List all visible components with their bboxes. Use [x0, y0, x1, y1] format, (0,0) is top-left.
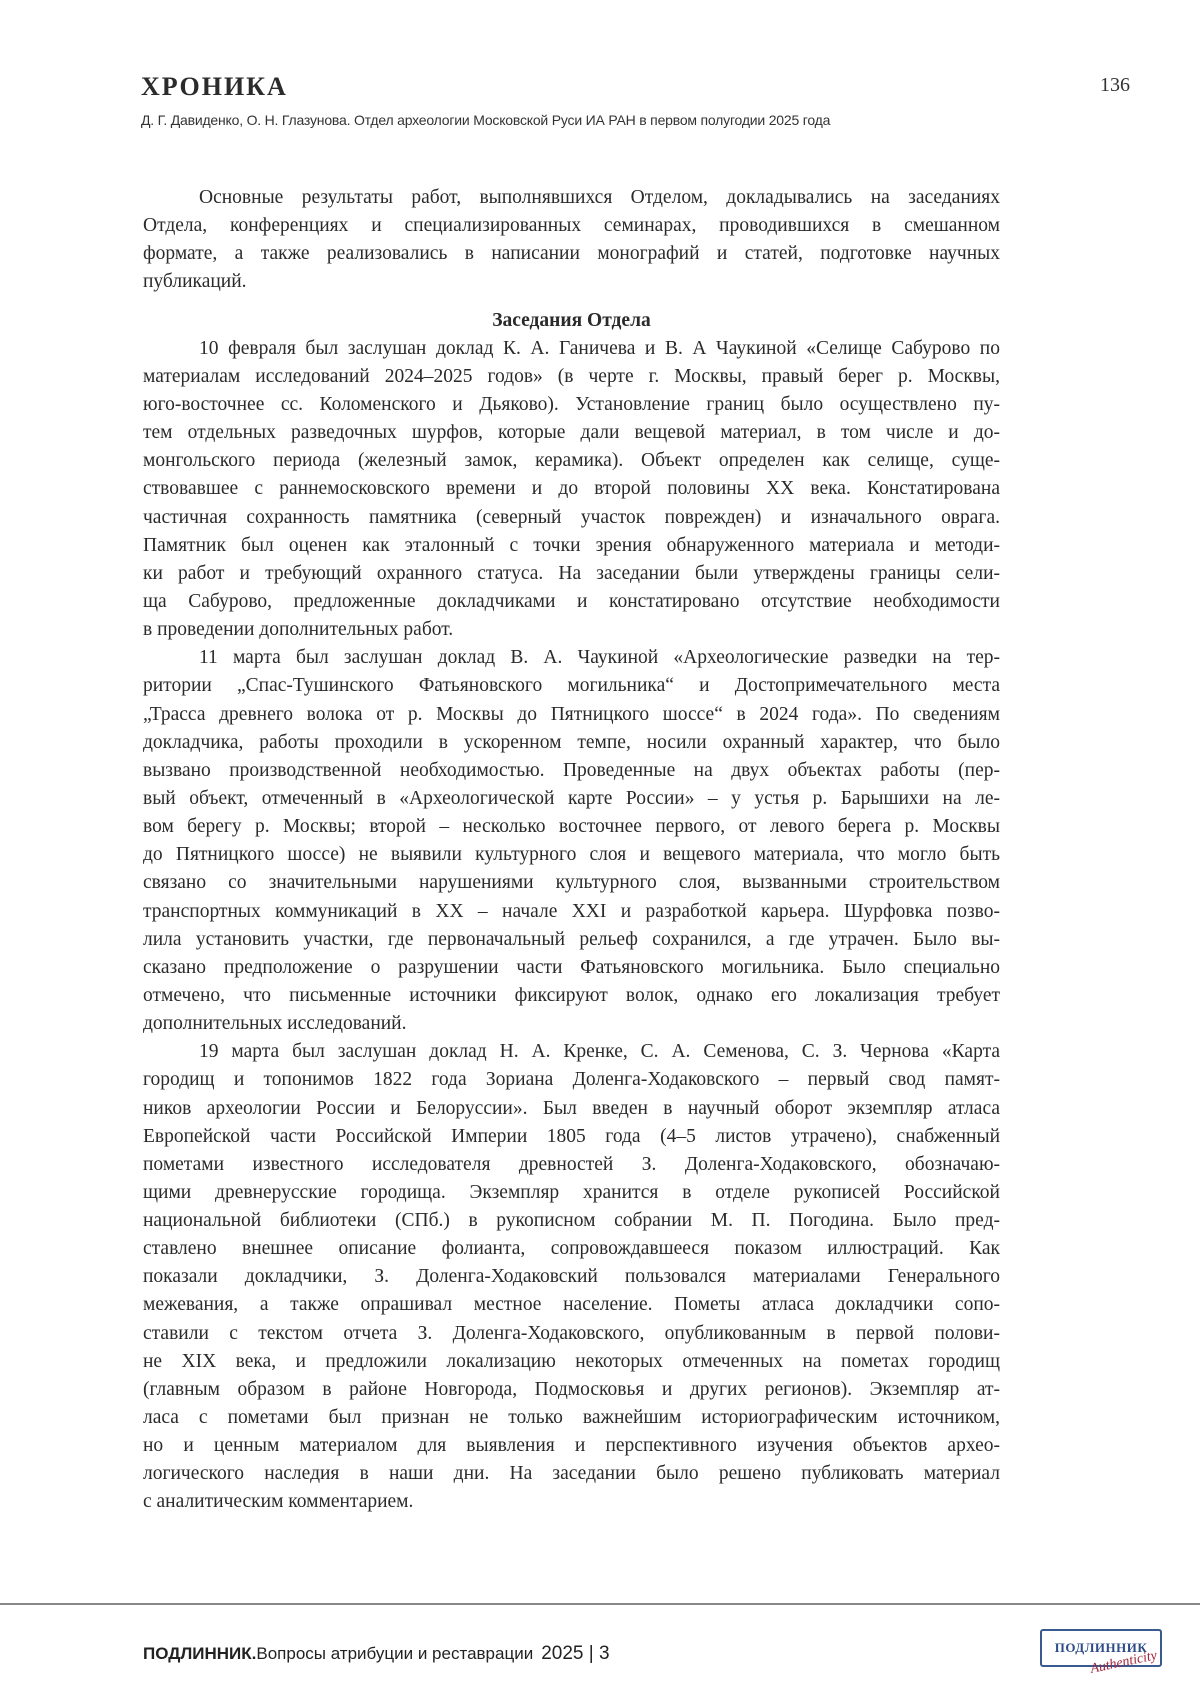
text-line: монгольского периода (железный замок, керамика). Объект определен как селище, суще-	[143, 447, 1000, 475]
text-line: ласа с пометами был признан не только важнейшим историографическим источником,	[143, 1404, 1000, 1432]
journal-issue: 2025 | 3	[541, 1643, 609, 1664]
meeting-paragraph	[143, 644, 1000, 1038]
text-line: „Трасса древнего волока от р. Москвы до Пятницкого шоссе“ в 2024 года». По сведениям	[143, 701, 1000, 729]
meeting-paragraph	[143, 1038, 1000, 1516]
footer-divider	[0, 1603, 1200, 1605]
meeting-paragraph	[143, 335, 1000, 645]
text-line: Европейской части Российской Империи 1805 года (4–5 листов утрачено), снабженный	[143, 1123, 1000, 1151]
text-line: Основные результаты работ, выполнявшихся Отделом, докладывались на заседаниях	[143, 184, 1000, 212]
journal-subtitle: Вопросы атрибуции и реставрации	[256, 1644, 533, 1663]
footer-journal	[143, 1643, 610, 1665]
text-line: ки работ и требующий охранного статуса. На заседании были утверждены границы сели-	[143, 560, 1000, 588]
text-line: не XIX века, и предложили локализацию некоторых отмеченных на пометах городищ	[143, 1348, 1000, 1376]
text-line: ритории „Спас-Тушинского Фатьяновского могильника“ и Достопримечательного места	[143, 672, 1000, 700]
text-line: связано со значительными нарушениями культурного слоя, вызванными строительством	[143, 869, 1000, 897]
text-line: вый объект, отмеченный в «Археологической карте России» – у устья р. Барышихи на ле-	[143, 785, 1000, 813]
text-line: (главным образом в районе Новгорода, Подмосковья и других регионов). Экземпляр ат-	[143, 1376, 1000, 1404]
text-line: городищ и топонимов 1822 года Зориана Доленга-Ходаковского – первый свод памят-	[143, 1066, 1000, 1094]
text-line: сказано предположение о разрушении части Фатьяновского могильника. Было специально	[143, 954, 1000, 982]
text-line: юго-восточнее сс. Коломенского и Дьяково). Установление границ было осуществлено пу-	[143, 391, 1000, 419]
text-line: частичная сохранность памятника (северный участок поврежден) и изначального оврага.	[143, 504, 1000, 532]
page-number: 136	[1100, 74, 1130, 97]
text-line: ща Сабурово, предложенные докладчиками и констатировано отсутствие необходимости	[143, 588, 1000, 616]
section-heading: Заседания Отдела	[143, 307, 1000, 335]
text-line: вызвано производственной необходимостью. Проведенные на двух объектах работы (пер-	[143, 757, 1000, 785]
text-line: ствовавшее с раннемосковского времени и до второй половины XX века. Констатирована	[143, 475, 1000, 503]
text-line: 19 марта был заслушан доклад Н. А. Кренке, С. А. Семенова, С. З. Чернова «Карта	[143, 1038, 1000, 1066]
text-line: ставлено внешнее описание фолианта, сопровождавшееся показом иллюстраций. Как	[143, 1235, 1000, 1263]
text-line: Памятник был оценен как эталонный с точки зрения обнаруженного материала и методи-	[143, 532, 1000, 560]
text-line: с аналитическим комментарием.	[143, 1488, 1000, 1516]
section-title: ХРОНИКА	[141, 72, 288, 102]
text-line: в проведении дополнительных работ.	[143, 616, 1000, 644]
article-body	[143, 184, 1000, 1517]
text-line: логического наследия в наши дни. На заседании было решено публиковать материал	[143, 1460, 1000, 1488]
text-line: ставили с текстом отчета З. Доленга-Ходаковского, опубликованным в первой полови-	[143, 1320, 1000, 1348]
text-line: ников археологии России и Белоруссии». Был введен в научный оборот экземпляр атласа	[143, 1095, 1000, 1123]
text-line: отмечено, что письменные источники фиксируют волок, однако его локализация требует	[143, 982, 1000, 1010]
text-line: формате, а также реализовались в написании монографий и статей, подготовке научных	[143, 240, 1000, 268]
text-line: но и ценным материалом для выявления и перспективного изучения объектов архео-	[143, 1432, 1000, 1460]
text-line: пометами известного исследователя древностей З. Доленга-Ходаковского, обозначаю-	[143, 1151, 1000, 1179]
text-line: Отдела, конференциях и специализированных семинарах, проводившихся в смешанном	[143, 212, 1000, 240]
text-line: 11 марта был заслушан доклад В. А. Чаукиной «Археологические разведки на тер-	[143, 644, 1000, 672]
text-line: публикаций.	[143, 268, 1000, 296]
text-line: вом берегу р. Москвы; второй – несколько восточнее первого, от левого берега р. Москвы	[143, 813, 1000, 841]
text-line: национальной библиотеки (СПб.) в рукописном собрании М. П. Погодина. Было пред-	[143, 1207, 1000, 1235]
text-line: показали докладчики, З. Доленга-Ходаковский пользовался материалами Генерального	[143, 1263, 1000, 1291]
text-line: транспортных коммуникаций в XX – начале XXI и разработкой карьера. Шурфовка позво-	[143, 898, 1000, 926]
intro-paragraph	[143, 184, 1000, 297]
journal-name: ПОДЛИННИК.	[143, 1644, 256, 1663]
text-line: межевания, а также опрашивал местное население. Пометы атласа докладчики сопо-	[143, 1291, 1000, 1319]
text-line: щими древнерусские городища. Экземпляр хранится в отделе рукописей Российской	[143, 1179, 1000, 1207]
text-line: тем отдельных разведочных шурфов, которые дали вещевой материал, в том числе и до-	[143, 419, 1000, 447]
text-line: материалам исследований 2024–2025 годов» (в черте г. Москвы, правый берег р. Москвы,	[143, 363, 1000, 391]
text-line: до Пятницкого шоссе) не выявили культурного слоя и вещевого материала, что могло быть	[143, 841, 1000, 869]
logo-script: Authenticity	[1089, 1648, 1159, 1678]
text-line: 10 февраля был заслушан доклад К. А. Ганичева и В. А Чаукиной «Селище Сабурово по	[143, 335, 1000, 363]
text-line: докладчика, работы проходили в ускоренном темпе, носили охранный характер, что было	[143, 729, 1000, 757]
text-line: дополнительных исследований.	[143, 1010, 1000, 1038]
journal-logo	[1040, 1629, 1162, 1667]
article-running-title: Д. Г. Давиденко, О. Н. Глазунова. Отдел археологии Московской Руси ИА РАН в первом полугодии 2025 года	[141, 112, 830, 128]
text-line: лила установить участки, где первоначальный рельеф сохранился, а где утрачен. Было вы-	[143, 926, 1000, 954]
logo-text: ПОДЛИННИК	[1042, 1640, 1160, 1656]
